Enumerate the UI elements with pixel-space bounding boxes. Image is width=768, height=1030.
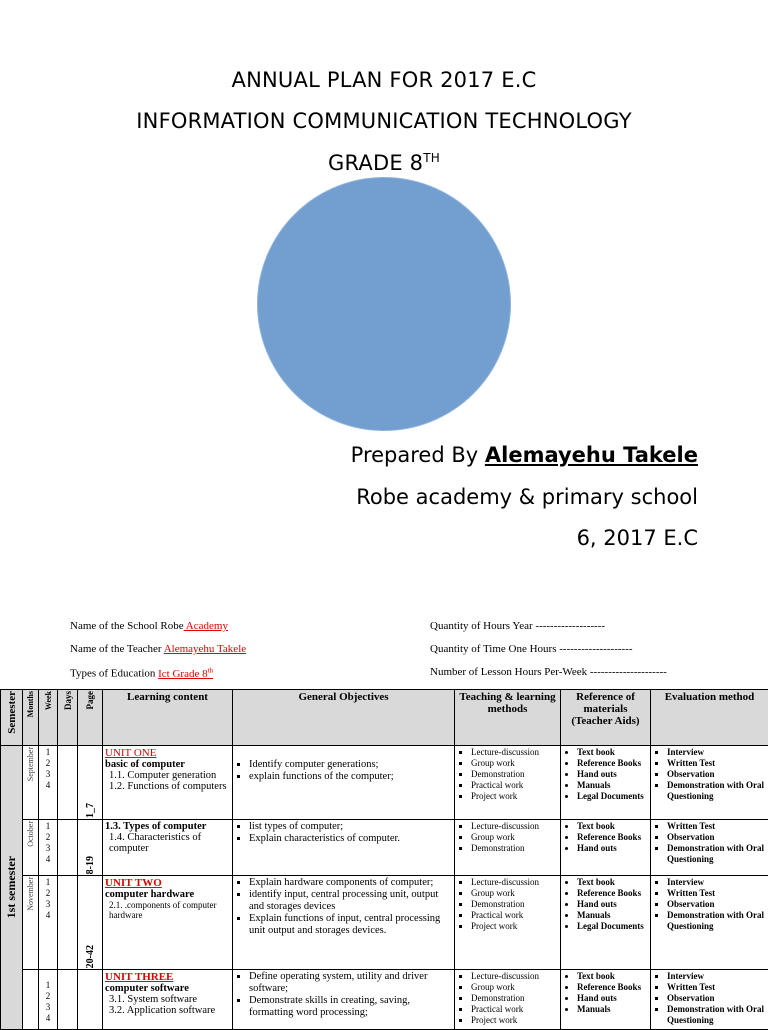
methods-cell: ▪ Lecture-discussion ▪ Group work ▪ Demonstration ▪ Practical work ▪ Project work: [455, 876, 561, 970]
semester-label: 1st semester: [1, 746, 23, 1030]
meta-time-one: Quantity of Time One Hours --------------------: [430, 643, 633, 655]
table-row: [1, 876, 768, 970]
school-name: Robe academy & primary school: [356, 485, 698, 509]
meta-teacher: Name of the Teacher Alemayehu Takele: [70, 643, 246, 655]
month-cell: November: [23, 876, 39, 970]
objectives-cell: ▪ list types of computer; ▪ Explain characteristics of computer.: [233, 820, 455, 876]
subject-title: INFORMATION COMMUNICATION TECHNOLOGY: [0, 109, 768, 133]
days-cell: [58, 746, 78, 820]
table-row: [1, 970, 768, 1030]
week-cell: 1 2 3 4: [39, 876, 58, 970]
prepared-by: Prepared By Alemayehu Takele: [351, 443, 698, 467]
page-cell: 8-19: [78, 820, 103, 876]
week-cell: 1 2 3 4: [39, 820, 58, 876]
page-cell: [78, 970, 103, 1030]
plan-title: ANNUAL PLAN FOR 2017 E.C: [0, 68, 768, 92]
objectives-cell: ▪ Define operating system, utility and driver software; ▪ Demonstrate skills in creating, saving, formatting word processing;: [233, 970, 455, 1030]
meta-education: Types of Education Ict Grade 8th: [70, 666, 213, 680]
header-week: Week: [39, 690, 58, 746]
evaluation-cell: ▪ Interview ▪ Written Test ▪ Observation ▪ Demonstration with Oral Questioning: [651, 970, 768, 1030]
grade-title: GRADE 8TH: [0, 151, 768, 175]
page-cell: 1_7: [78, 746, 103, 820]
header-days: Days: [58, 690, 78, 746]
meta-hours-year: Quantity of Hours Year -------------------: [430, 620, 605, 632]
evaluation-cell: ▪ Written Test ▪ Observation ▪ Demonstration with Oral Questioning: [651, 820, 768, 876]
methods-cell: ▪ Lecture-discussion ▪ Group work ▪ Demonstration: [455, 820, 561, 876]
table-row: [1, 820, 768, 876]
days-cell: [58, 820, 78, 876]
header-page: Page: [78, 690, 103, 746]
days-cell: [58, 970, 78, 1030]
annual-plan-table: [0, 689, 768, 1030]
methods-cell: ▪ Lecture-discussion ▪ Group work ▪ Demonstration ▪ Practical work ▪ Project work: [455, 970, 561, 1030]
decorative-circle: [257, 177, 511, 431]
days-cell: [58, 876, 78, 970]
reference-cell: • Text book • Reference Books • Hand outs • Manuals: [561, 970, 651, 1030]
header-content: Learning content: [103, 690, 233, 746]
header-methods: Teaching & learning methods: [455, 690, 561, 746]
objectives-cell: ▪ Identify computer generations; ▪ explain functions of the computer;: [233, 746, 455, 820]
month-cell: [23, 970, 39, 1030]
month-cell: October: [23, 820, 39, 876]
header-semester: Semester: [1, 690, 23, 746]
header-reference: Reference of materials (Teacher Aids): [561, 690, 651, 746]
header-evaluation: Evaluation method: [651, 690, 768, 746]
week-cell: 1 2 3 4: [39, 970, 58, 1030]
page-cell: 20-42: [78, 876, 103, 970]
reference-cell: • Text book • Reference Books • Hand outs: [561, 820, 651, 876]
methods-cell: ▪ Lecture-discussion ▪ Group work ▪ Demonstration ▪ Practical work ▪ Project work: [455, 746, 561, 820]
author-name: Alemayehu Takele: [485, 443, 698, 467]
plan-date: 6, 2017 E.C: [577, 526, 698, 550]
reference-cell: • Text book • Reference Books • Hand outs • Manuals • Legal Documents: [561, 746, 651, 820]
header-objectives: General Objectives: [233, 690, 455, 746]
month-cell: September: [23, 746, 39, 820]
reference-cell: • Text book • Reference Books • Hand outs • Manuals • Legal Documents: [561, 876, 651, 970]
header-months: Months: [23, 690, 39, 746]
week-cell: 1 2 3 4: [39, 746, 58, 820]
table-header-row: [1, 690, 768, 746]
table-row: [1, 746, 768, 820]
content-cell: 1.3. Types of computer 1.4. Characteristics of computer: [103, 820, 233, 876]
evaluation-cell: ▪ Interview ▪ Written Test ▪ Observation ▪ Demonstration with Oral Questioning: [651, 876, 768, 970]
content-cell: UNIT TWO computer hardware 2.1. .components of computer hardware: [103, 876, 233, 970]
meta-lesson-hours: Number of Lesson Hours Per-Week ---------------------: [430, 666, 667, 678]
content-cell: UNIT THREE computer software 3.1. System software 3.2. Application software: [103, 970, 233, 1030]
meta-school: Name of the School Robe Academy: [70, 620, 228, 632]
objectives-cell: ▪ Explain hardware components of computer; ▪ identify input, central processing unit, output and storages devices ▪ Explain functions of input, central processing unit output and storages devices.: [233, 876, 455, 970]
evaluation-cell: ▪ Interview ▪ Written Test ▪ Observation ▪ Demonstration with Oral Questioning: [651, 746, 768, 820]
content-cell: UNIT ONE basic of computer 1.1. Computer generation 1.2. Functions of computers: [103, 746, 233, 820]
